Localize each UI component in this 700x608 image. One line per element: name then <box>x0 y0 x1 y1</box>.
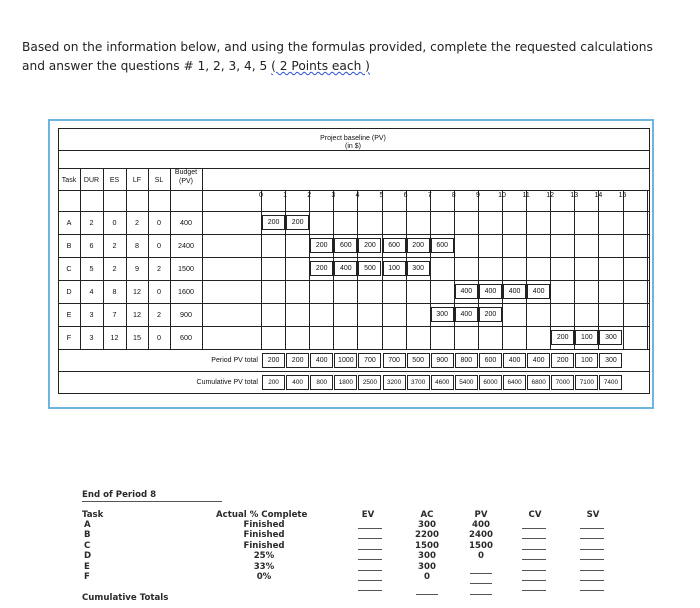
instructions <box>22 38 682 76</box>
answer-blank[interactable] <box>416 594 438 595</box>
period-total-cell: 300 <box>599 353 622 368</box>
timeline-line <box>647 190 648 349</box>
task-sl: 2 <box>157 264 161 273</box>
task-column-header: Task <box>61 177 77 184</box>
header-top-line <box>58 168 650 169</box>
worksheet-pct: 33% <box>253 562 275 572</box>
worksheet-pct: Finished <box>243 530 285 540</box>
col-line <box>103 168 104 349</box>
frame-bottom <box>58 393 650 394</box>
timeline-line <box>261 190 262 349</box>
period-total-cell: 200 <box>286 353 309 368</box>
period-total-cell: 100 <box>575 353 598 368</box>
task-es: 8 <box>112 287 117 296</box>
answer-blank[interactable] <box>470 594 492 595</box>
task-lf: 9 <box>135 264 139 273</box>
frame-top <box>58 128 650 129</box>
period-number: 0 <box>259 192 263 199</box>
task-lf: 15 <box>133 333 141 342</box>
sv-blank[interactable] <box>580 570 604 571</box>
period-number: 10 <box>498 192 506 199</box>
task-budget: 1500 <box>178 264 194 273</box>
worksheet-pv: 0 <box>478 551 484 561</box>
pv-cell: 200 <box>310 238 333 253</box>
period-label: End of Period 8 <box>82 490 157 500</box>
project-baseline-table <box>48 119 654 409</box>
worksheet-task: F <box>84 572 90 582</box>
pv-cell: 300 <box>407 261 430 276</box>
col-line <box>202 168 203 349</box>
task-dur: 4 <box>89 287 94 296</box>
task-id: D <box>66 287 72 296</box>
pv-header: PV <box>474 510 488 520</box>
pv-cell: 300 <box>599 330 622 345</box>
worksheet-ac: 1500 <box>415 541 439 551</box>
period-total-cell: 400 <box>503 353 526 368</box>
period-total-cell: 900 <box>431 353 454 368</box>
task-sl: 0 <box>157 241 161 250</box>
answer-blank[interactable] <box>470 583 492 584</box>
worksheet-pv: 2400 <box>469 530 493 540</box>
period-total-cell: 200 <box>551 353 574 368</box>
task-lf: 12 <box>133 287 141 296</box>
period-total-cell: 400 <box>527 353 550 368</box>
baseline-title: Project baseline (PV) <box>320 135 386 142</box>
cumulative-total-cell: 3200 <box>383 375 406 390</box>
period-total-cell: 700 <box>358 353 381 368</box>
task-es: 2 <box>112 241 117 250</box>
worksheet-task: D <box>84 551 92 561</box>
task-budget: 2400 <box>178 241 194 250</box>
cumulative-total-cell: 5400 <box>455 375 478 390</box>
pv-cell: 600 <box>334 238 357 253</box>
task-header: Task <box>82 510 104 520</box>
baseline-grid <box>58 128 650 410</box>
period-number: 2 <box>307 192 312 199</box>
row-line <box>58 280 650 281</box>
timeline-line <box>598 190 599 349</box>
sl-column-header: SL <box>154 177 164 184</box>
period-total-cell: 600 <box>479 353 502 368</box>
worksheet-pv: 1500 <box>469 541 493 551</box>
cumulative-total-cell: 6800 <box>527 375 550 390</box>
col-line <box>126 168 127 349</box>
cumulative-total-cell: 7100 <box>575 375 598 390</box>
worksheet-ac: 0 <box>424 572 430 582</box>
ac-header: AC <box>420 510 434 520</box>
sv-header: SV <box>586 510 600 520</box>
period-total-cell: 1000 <box>334 353 357 368</box>
period-total-cell: 200 <box>262 353 285 368</box>
cumulative-total-cell: 200 <box>262 375 285 390</box>
worksheet-task: B <box>84 530 91 540</box>
pv-cell: 200 <box>358 238 381 253</box>
period-number: 13 <box>570 192 579 199</box>
task-sl: 0 <box>157 287 161 296</box>
pv-cell: 200 <box>262 215 285 230</box>
task-dur: 3 <box>89 333 94 342</box>
period-number: 14 <box>594 192 603 199</box>
row-line <box>58 211 650 212</box>
budget-column-header: Budget <box>174 169 198 176</box>
cumulative-total-cell: 2500 <box>358 375 381 390</box>
period-number: 11 <box>522 192 530 199</box>
ev-blank[interactable] <box>358 549 382 550</box>
cv-blank[interactable] <box>522 559 546 560</box>
worksheet-task: A <box>84 520 91 530</box>
es-column-header: ES <box>109 177 120 184</box>
task-id: F <box>66 333 72 342</box>
period-number: 1 <box>283 192 288 199</box>
col-line <box>148 168 149 349</box>
task-es: 2 <box>112 264 117 273</box>
budget-unit-header: (PV) <box>179 178 193 185</box>
timeline-line <box>454 190 455 349</box>
answer-blank[interactable] <box>470 573 492 574</box>
instructions-line-1: Based on the information below, and using the formulas provided, complete the requested calculations <box>22 40 653 54</box>
worksheet-pct: Finished <box>243 541 285 551</box>
timeline-line <box>285 190 286 349</box>
task-id: C <box>66 264 72 273</box>
period-total-cell: 700 <box>383 353 406 368</box>
ev-blank[interactable] <box>358 528 382 529</box>
ev-blank[interactable] <box>358 580 382 581</box>
task-es: 12 <box>110 333 119 342</box>
pct-header: Actual % Complete <box>216 510 308 520</box>
timeline-line <box>623 190 624 349</box>
ev-blank[interactable] <box>358 538 382 539</box>
period-total-cell: 500 <box>407 353 430 368</box>
dur-column-header: DUR <box>83 177 100 184</box>
worksheet-ac: 2200 <box>415 530 439 540</box>
instructions-line-2 <box>22 57 682 76</box>
timeline-line <box>550 190 551 349</box>
task-budget: 600 <box>180 333 192 342</box>
task-lf: 8 <box>135 241 139 250</box>
baseline-subtitle: (in $) <box>345 143 361 150</box>
period-number: 9 <box>475 192 480 199</box>
cumulative-total-cell: 800 <box>310 375 333 390</box>
task-lf: 2 <box>135 218 139 227</box>
task-dur: 3 <box>89 310 94 319</box>
pv-cell: 300 <box>431 307 454 322</box>
pv-cell: 400 <box>455 307 478 322</box>
row-line <box>58 326 650 327</box>
worksheet-pct: 0% <box>256 572 272 582</box>
cumulative-total-cell: 4600 <box>431 375 454 390</box>
task-es: 7 <box>112 310 117 319</box>
instructions-line-2-main: and answer the questions # 1, 2, 3, 4, 5 <box>22 59 272 73</box>
timeline-line <box>478 190 479 349</box>
cv-blank[interactable] <box>522 580 546 581</box>
task-dur: 5 <box>89 264 94 273</box>
sv-blank[interactable] <box>580 559 604 560</box>
pv-cell: 200 <box>407 238 430 253</box>
row-line <box>58 234 650 235</box>
pv-cell: 200 <box>551 330 574 345</box>
cumulative-total-cell: 3700 <box>407 375 430 390</box>
task-budget: 400 <box>180 218 192 227</box>
col-line <box>170 168 171 349</box>
task-budget: 1600 <box>178 287 194 296</box>
task-id: E <box>66 310 72 319</box>
cumulative-pv-total-label: Cumulative PV total <box>196 379 258 386</box>
pv-cell: 400 <box>503 284 526 299</box>
ev-header: EV <box>361 510 375 520</box>
cumulative-total-cell: 6000 <box>479 375 502 390</box>
cumulative-total-cell: 1800 <box>334 375 357 390</box>
task-id: A <box>66 218 72 227</box>
sv-blank[interactable] <box>580 580 604 581</box>
task-es: 0 <box>112 218 117 227</box>
period-number: 4 <box>355 192 360 199</box>
ev-blank[interactable] <box>358 559 382 560</box>
ev-blank[interactable] <box>358 590 382 591</box>
timeline-line <box>574 190 575 349</box>
row-line <box>58 303 650 304</box>
period-number: 3 <box>331 192 336 199</box>
pv-cell: 400 <box>479 284 502 299</box>
timeline-line <box>430 190 431 349</box>
cumulative-total-cell: 7400 <box>599 375 622 390</box>
worksheet-task: C <box>84 541 91 551</box>
cumulative-total-cell: 400 <box>286 375 309 390</box>
task-id: B <box>66 241 72 250</box>
timeline-line <box>502 190 503 349</box>
pv-cell: 500 <box>358 261 381 276</box>
task-sl: 0 <box>157 218 161 227</box>
cv-blank[interactable] <box>522 538 546 539</box>
cv-blank[interactable] <box>522 570 546 571</box>
task-sl: 0 <box>157 333 161 342</box>
pv-cell: 200 <box>310 261 333 276</box>
worksheet-task: E <box>84 562 90 572</box>
pv-cell: 200 <box>479 307 502 322</box>
period-number: 12 <box>546 192 555 199</box>
period-number: 15 <box>618 192 627 199</box>
points-note: ( 2 Points each ) <box>271 59 370 73</box>
task-dur: 6 <box>89 241 94 250</box>
ev-blank[interactable] <box>358 570 382 571</box>
worksheet-ac: 300 <box>418 562 436 572</box>
period-underline <box>82 501 222 502</box>
worksheet-pct: Finished <box>243 520 285 530</box>
pv-cell: 100 <box>383 261 406 276</box>
sv-blank[interactable] <box>580 549 604 550</box>
period-number: 8 <box>451 192 456 199</box>
col-line <box>80 168 81 349</box>
period-total-cell: 400 <box>310 353 333 368</box>
row-line <box>58 349 650 350</box>
period-number: 6 <box>403 192 408 199</box>
pv-cell: 400 <box>527 284 550 299</box>
row-line <box>58 257 650 258</box>
cv-blank[interactable] <box>522 549 546 550</box>
worksheet-pct: 25% <box>253 551 275 561</box>
sv-blank[interactable] <box>580 538 604 539</box>
period-number: 7 <box>427 192 432 199</box>
sv-blank[interactable] <box>580 528 604 529</box>
timeline-line <box>526 190 527 349</box>
task-budget: 900 <box>180 310 192 319</box>
sv-blank[interactable] <box>580 590 604 591</box>
pv-cell: 200 <box>286 215 309 230</box>
worksheet-ac: 300 <box>418 520 436 530</box>
task-sl: 2 <box>157 310 161 319</box>
cv-header: CV <box>528 510 542 520</box>
period-pv-total-label: Period PV total <box>211 357 258 364</box>
period-number: 5 <box>379 192 384 199</box>
task-lf: 12 <box>133 310 141 319</box>
cv-blank[interactable] <box>522 590 546 591</box>
pv-cell: 400 <box>334 261 357 276</box>
cumulative-totals-label: Cumulative Totals <box>82 593 169 603</box>
cumulative-total-cell: 6400 <box>503 375 526 390</box>
total-line <box>58 371 650 372</box>
pv-cell: 400 <box>455 284 478 299</box>
cv-blank[interactable] <box>522 528 546 529</box>
cumulative-total-cell: 7000 <box>551 375 574 390</box>
pv-cell: 600 <box>383 238 406 253</box>
worksheet-pv: 400 <box>472 520 490 530</box>
period-total-cell: 800 <box>455 353 478 368</box>
task-dur: 2 <box>89 218 94 227</box>
pv-cell: 100 <box>575 330 598 345</box>
lf-column-header: LF <box>132 177 142 184</box>
pv-cell: 600 <box>431 238 454 253</box>
worksheet-ac: 300 <box>418 551 436 561</box>
